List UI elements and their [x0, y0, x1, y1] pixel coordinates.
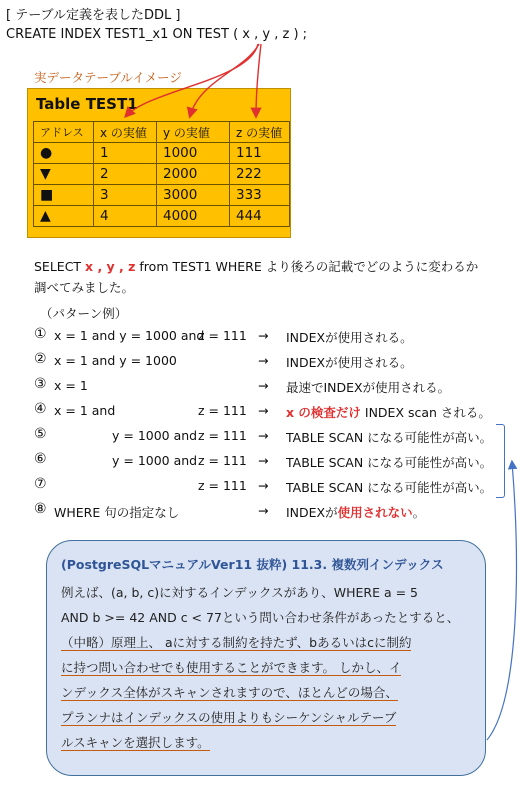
y-cell: 1000 — [157, 143, 230, 164]
pattern-condition: y = 1000 and — [112, 453, 198, 468]
pattern-number: ⑤ — [34, 426, 47, 442]
x-cell: 1 — [94, 143, 157, 164]
pattern-number: ④ — [34, 401, 47, 417]
arrow-icon: → — [258, 328, 269, 343]
result-highlight: 使用されない — [337, 505, 413, 520]
y-cell: 4000 — [157, 206, 230, 227]
arrow-icon: → — [258, 353, 269, 368]
pattern-number: ⑥ — [34, 451, 47, 467]
arrow-icon: → — [258, 503, 269, 518]
select-description-line1 — [34, 257, 478, 275]
pattern-number: ⑦ — [34, 476, 47, 492]
table-name: Table TEST1 — [36, 95, 138, 113]
quote-line: に持つ問い合わせでも使用することができます。 しかし、イ — [61, 660, 402, 675]
table-scan-bracket — [496, 424, 505, 498]
address-cell: ■ — [34, 185, 94, 206]
select-description-line2: 調べてみました。 — [34, 280, 135, 295]
create-index-statement: CREATE INDEX TEST1_x1 ON TEST ( x , y , z ) ; — [6, 27, 308, 42]
pattern-z: z = 111 — [198, 453, 247, 468]
pattern-condition: x = 1 and — [54, 403, 116, 418]
table-row — [34, 143, 290, 164]
y-cell: 3000 — [157, 185, 230, 206]
manual-quote-box — [46, 540, 486, 776]
x-cell: 4 — [94, 206, 157, 227]
x-cell: 3 — [94, 185, 157, 206]
x-cell: 2 — [94, 164, 157, 185]
table-row — [34, 164, 290, 185]
pattern-result: x の検査だけ INDEX scan される。 — [286, 405, 491, 420]
pattern-z: z = 111 — [198, 328, 247, 343]
pattern-result: INDEXが使用されない。 — [286, 505, 426, 520]
table-row — [34, 185, 290, 206]
y-cell: 2000 — [157, 164, 230, 185]
result-highlight: x の検査だけ — [286, 405, 361, 420]
quote-line: 例えば、(a, b, c)に対するインデックスがあり、WHERE a = 5 — [61, 585, 418, 600]
select-prefix: SELECT — [34, 259, 86, 274]
pattern-result: TABLE SCAN になる可能性が高い。 — [286, 480, 493, 495]
header-z: z の実値 — [230, 122, 290, 143]
z-cell: 111 — [230, 143, 290, 164]
pattern-z: z = 111 — [198, 403, 247, 418]
header-title: [ テーブル定義を表したDDL ] — [6, 8, 181, 23]
quote-line: AND b >= 42 AND c < 77という問い合わせ条件があったとすると、 — [61, 610, 460, 625]
quote-line: プランナはインデックスの使用よりもシーケンシャルテーブ — [61, 710, 397, 725]
quote-title: (PostgreSQLマニュアルVer11 抜粋) 11.3. 複数列インデックス — [61, 557, 444, 572]
data-table — [33, 121, 290, 227]
header-address: アドレス — [34, 122, 94, 143]
arrow-icon: → — [258, 428, 269, 443]
pattern-result: TABLE SCAN になる可能性が高い。 — [286, 455, 493, 470]
z-cell: 222 — [230, 164, 290, 185]
pattern-title: （パターン例） — [40, 306, 128, 321]
arrow-icon: → — [258, 403, 269, 418]
pattern-condition: x = 1 — [54, 378, 88, 393]
pattern-condition: x = 1 and y = 1000 — [54, 353, 177, 368]
arrow-icon: → — [258, 478, 269, 493]
pattern-number: ② — [34, 351, 47, 367]
pattern-result: TABLE SCAN になる可能性が高い。 — [286, 430, 493, 445]
arrow-quote-to-patterns — [487, 462, 516, 740]
pattern-result: INDEXが使用される。 — [286, 330, 413, 345]
pattern-result: INDEXが使用される。 — [286, 355, 413, 370]
address-cell: ▲ — [34, 206, 94, 227]
table-caption: 実データテーブルイメージ — [34, 70, 182, 85]
header-x: x の実値 — [94, 122, 157, 143]
arrow-icon: → — [258, 453, 269, 468]
pattern-number: ③ — [34, 376, 47, 392]
z-cell: 333 — [230, 185, 290, 206]
quote-line: ンデックス全体がスキャンされますので、ほとんどの場合、 — [61, 685, 398, 700]
pattern-number: ① — [34, 326, 47, 342]
table-row — [34, 206, 290, 227]
pattern-z: z = 111 — [198, 478, 247, 493]
select-suffix: from TEST1 WHERE より後ろの記載でどのように変わるか — [135, 259, 479, 274]
pattern-number: ⑧ — [34, 501, 47, 517]
header-y: y の実値 — [157, 122, 230, 143]
select-columns: x , y , z — [85, 259, 136, 274]
pattern-condition: x = 1 and y = 1000 and — [54, 328, 205, 343]
quote-line: ルスキャンを選択します。 — [61, 735, 210, 750]
address-cell: ▼ — [34, 164, 94, 185]
z-cell: 444 — [230, 206, 290, 227]
address-cell: ● — [34, 143, 94, 164]
pattern-result: 最速でINDEXが使用される。 — [286, 380, 451, 395]
arrow-icon: → — [258, 378, 269, 393]
pattern-condition: y = 1000 and — [112, 428, 198, 443]
pattern-z: z = 111 — [198, 428, 247, 443]
table-image-box — [27, 88, 291, 238]
table-header-row — [34, 122, 290, 143]
pattern-condition: WHERE 句の指定なし — [54, 505, 180, 520]
quote-line: （中略）原理上、 aに対する制約を持たず、bあるいはcに制約 — [61, 635, 412, 650]
